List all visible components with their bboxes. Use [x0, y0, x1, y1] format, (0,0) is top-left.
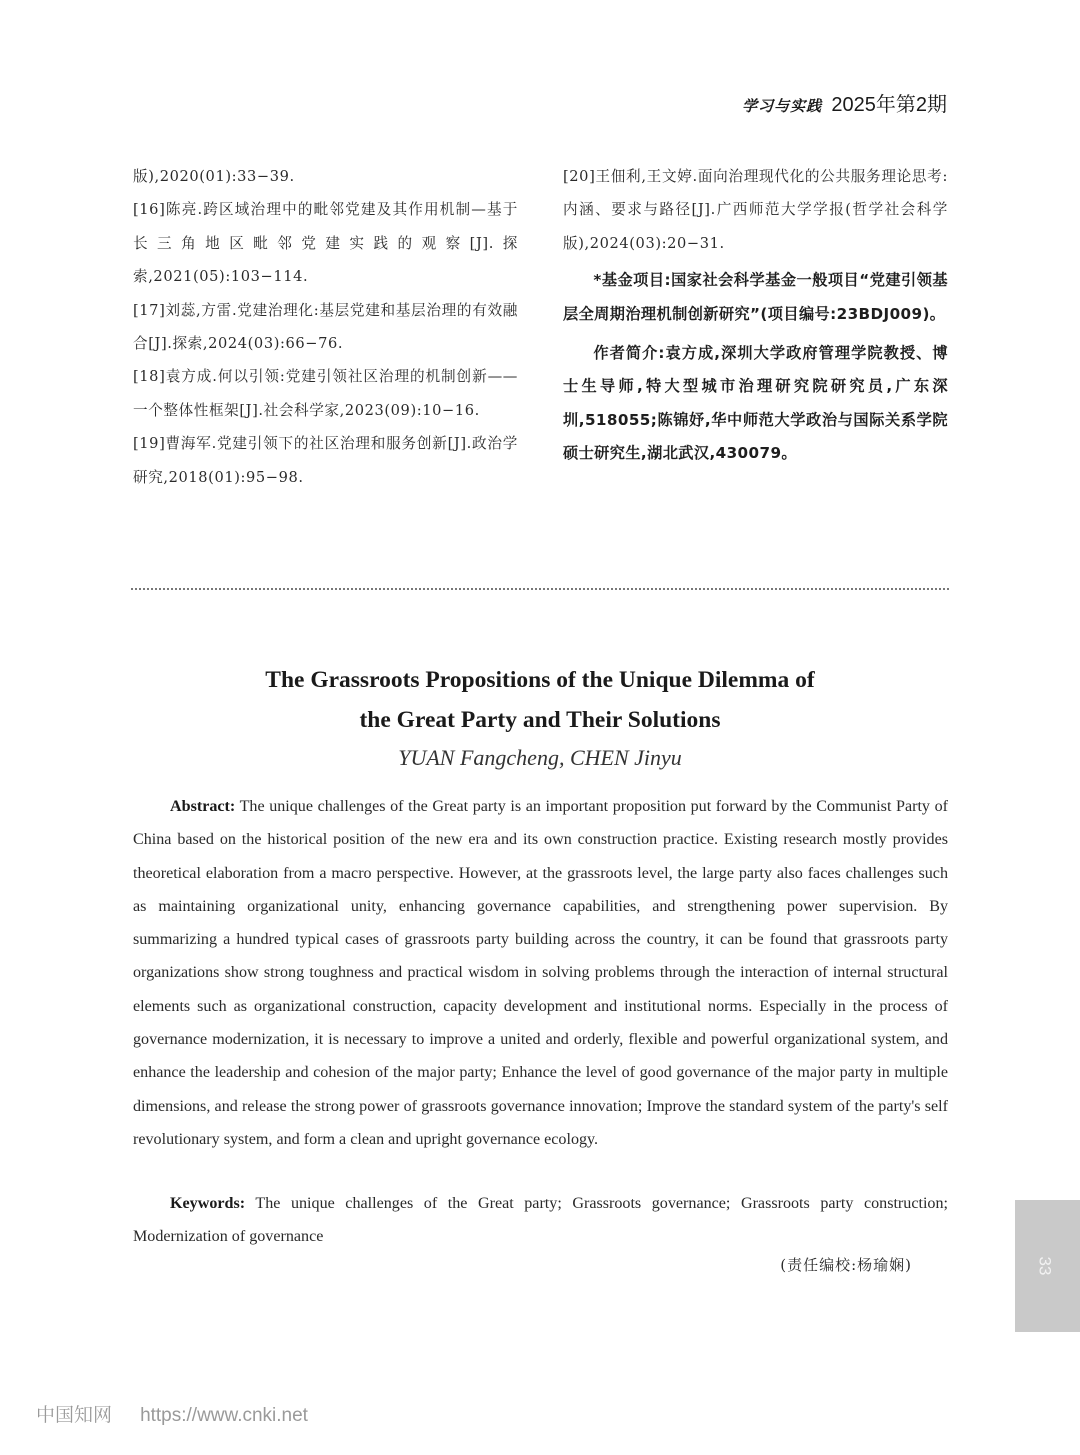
- page-number: 33: [1035, 1256, 1055, 1276]
- references-right-column: [563, 160, 948, 471]
- english-title-line-2: the Great Party and Their Solutions: [359, 707, 721, 733]
- keywords-label: Keywords:: [170, 1195, 246, 1212]
- cnki-brand: 中国知网: [36, 1404, 113, 1426]
- reference-item: 版),2020(01):33−39.: [133, 168, 295, 185]
- responsible-editor: (责任编校:杨瑜娴): [780, 1256, 912, 1274]
- journal-header: [742, 88, 947, 117]
- reference-item: [20]王佃利,王文婷.面向治理现代化的公共服务理论思考:内涵、要求与路径[J].广西师范大学学报(哲学社会科学版),2024(03):20−31.: [563, 168, 948, 252]
- reference-item: [18]袁方成.何以引领:党建引领社区治理的机制创新——一个整体性框架[J].社会科学家,2023(09):10−16.: [133, 368, 518, 419]
- keywords-text: The unique challenges of the Great party; Grassroots governance; Grassroots party construction; Modernization of governance: [133, 1195, 948, 1246]
- reference-item: [19]曹海军.党建引领下的社区治理和服务创新[J].政治学研究,2018(01):95−98.: [133, 435, 518, 486]
- cnki-url[interactable]: https://www.cnki.net: [140, 1405, 308, 1426]
- page-number-tab: [1015, 1200, 1080, 1332]
- english-abstract: [133, 790, 948, 1156]
- english-authors: YUAN Fangcheng, CHEN Jinyu: [398, 745, 682, 770]
- english-title: [0, 660, 1080, 740]
- fund-note: *基金项目:国家社会科学基金一般项目“党建引领基层全周期治理机制创新研究”(项目编号:23BDJ009)。: [563, 271, 948, 323]
- issue-label: 2025年第2期: [831, 94, 947, 116]
- english-keywords: [133, 1187, 948, 1254]
- section-divider: [131, 588, 949, 590]
- watermark-footer: [36, 1400, 308, 1427]
- journal-name: 学习与实践: [742, 98, 823, 115]
- reference-item: [17]刘蕊,方雷.党建治理化:基层党建和基层治理的有效融合[J].探索,2024(03):66−76.: [133, 301, 518, 353]
- author-note: 作者简介:袁方成,深圳大学政府管理学院教授、博士生导师,特大型城市治理研究院研究员,广东深圳,518055;陈锦妤,华中师范大学政治与国际关系学院硕士研究生,湖北武汉,430079。: [563, 344, 948, 463]
- abstract-label: Abstract:: [170, 798, 236, 815]
- reference-item: [16]陈亮.跨区域治理中的毗邻党建及其作用机制—基于长三角地区毗邻党建实践的观察[J].探索,2021(05):103−114.: [133, 201, 518, 286]
- references-left-column: [133, 160, 518, 494]
- abstract-text: The unique challenges of the Great party is an important proposition put forward by the Communist Party of China based on the historical position of the new era and its own construction practice. Existing research mostly provides theoretical elaboration from a macro perspective. However, at the grassroots level, the large party also faces challenges such as maintaining organizational unity, enhancing governance capabilities, and strengthening power supervision. By summarizing a hundred typical cases of grassroots party building across the country, it can be found that grassroots party organizations show strong toughness and practical wisdom in solving problems through the interaction of internal structural elements such as organizational construction, capacity development and institutional norms. Especially in the process of governance modernization, it is necessary to improve a united and orderly, flexible and powerful organizational system, and enhance the leadership and cohesion of the major party; Enhance the level of good governance of the major party in multiple dimensions, and release the strong power of grassroots governance innovation; Improve the standard system of the party's self revolutionary system, and form a clean and upright governance ecology.: [133, 798, 948, 1148]
- english-title-line-1: The Grassroots Propositions of the Unique Dilemma of: [265, 667, 815, 693]
